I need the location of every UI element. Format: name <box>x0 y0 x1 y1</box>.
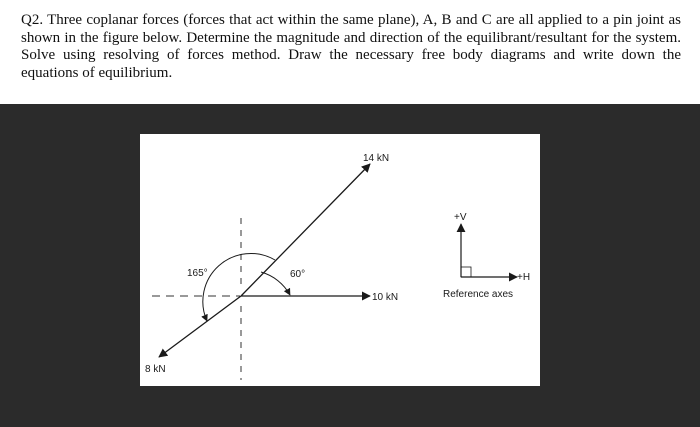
force-diagram <box>140 134 540 386</box>
force-14kn-arrow <box>241 164 370 296</box>
reference-axes <box>443 212 530 300</box>
reference-axes-caption: Reference axes <box>443 289 514 300</box>
force-14kn-label: 14 kN <box>363 153 390 164</box>
angle-165-label: 165° <box>187 268 208 279</box>
angle-arc-60 <box>261 272 290 295</box>
question-text: Q2. Three coplanar forces (forces that act within the same plane), A, B and C are all applied to a pin joint as shown in the figure below. Determine the magnitude and direction of the equilibrant/resultant for the system. Solve using resolving of forces method. Draw the necessary free body diagrams and write down the equations of equilibrium. <box>21 12 681 81</box>
force-diagram-svg <box>140 134 540 386</box>
question-block <box>0 0 700 104</box>
right-angle-marker <box>461 267 471 277</box>
angle-arc-165 <box>203 253 275 321</box>
force-10kn-label: 10 kN <box>372 292 399 303</box>
reference-plus-h-label: +H <box>517 272 531 283</box>
force-8kn-arrow <box>159 296 241 357</box>
reference-plus-v-label: +V <box>454 212 467 223</box>
angle-60-label: 60° <box>290 269 306 280</box>
force-8kn-label: 8 kN <box>145 364 166 375</box>
